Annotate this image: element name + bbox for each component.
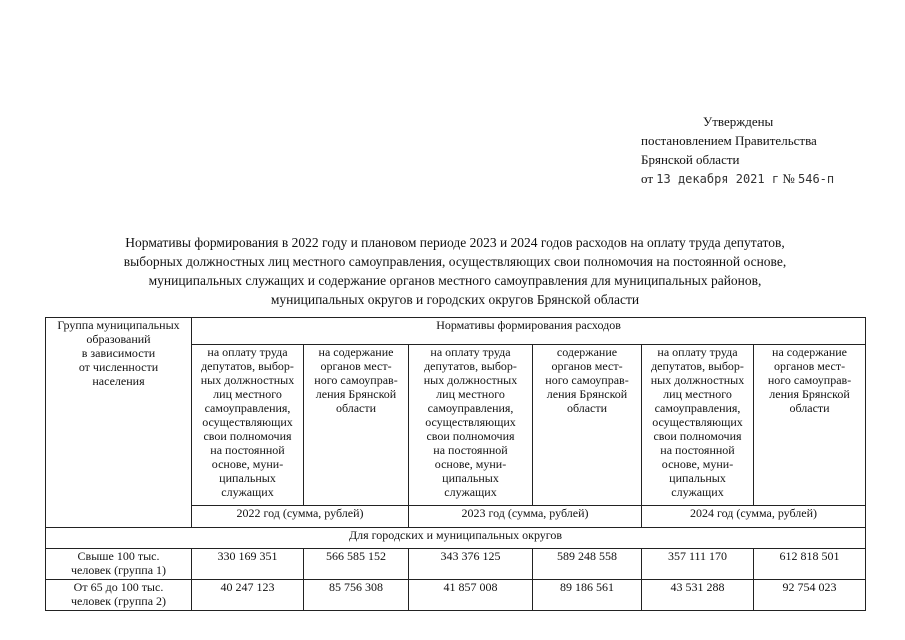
subheader-line: органов мест- bbox=[773, 359, 846, 373]
subheader-line: на содержание bbox=[772, 345, 847, 359]
row-label-line: человек (группа 2) bbox=[70, 594, 167, 608]
group-header-line: образований bbox=[86, 332, 151, 346]
subheader-line: на постоянной bbox=[433, 443, 508, 457]
subheader-maintenance-2023 bbox=[533, 345, 642, 506]
title-line-3: муниципальных служащих и содержание органов местного самоуправления для муниципальных районов, bbox=[148, 273, 762, 288]
table-row bbox=[46, 549, 866, 580]
subheader-line: служащих bbox=[221, 485, 274, 499]
subheader-maintenance-2022 bbox=[304, 345, 409, 506]
subheader-line: ного самоупрaв- bbox=[767, 373, 852, 387]
table-cell: 612 818 501 bbox=[754, 549, 866, 580]
subheader-line: осуществляющих bbox=[425, 415, 516, 429]
subheader-line: служащих bbox=[444, 485, 497, 499]
subheader-line: ления Брянской bbox=[315, 387, 397, 401]
row-label-line: человек (группа 1) bbox=[70, 563, 167, 577]
subheader-line: ного самоупрaв- bbox=[314, 373, 398, 387]
table-cell: 43 531 288 bbox=[642, 580, 754, 611]
subheader-line: органов мест- bbox=[551, 359, 623, 373]
subheader-line: основе, муни- bbox=[434, 457, 507, 471]
subheader-line: ципальных bbox=[219, 471, 276, 485]
subheader-line: на постоянной bbox=[210, 443, 285, 457]
table-cell: 330 169 351 bbox=[192, 549, 304, 580]
table-cell: 566 585 152 bbox=[304, 549, 409, 580]
approval-block bbox=[641, 112, 834, 189]
group-header-line: населения bbox=[92, 374, 145, 388]
subheader-line: осуществляющих bbox=[652, 415, 743, 429]
table-cell: 40 247 123 bbox=[192, 580, 304, 611]
approval-line-date bbox=[641, 169, 834, 189]
group-header-line: Группа муниципальных bbox=[57, 318, 180, 332]
table-cell: 343 376 125 bbox=[409, 549, 533, 580]
document-title bbox=[60, 233, 850, 309]
subheader-line: ления Брянской bbox=[769, 387, 850, 401]
approval-line-region: Брянской области bbox=[641, 152, 740, 167]
table-cell: 89 186 561 bbox=[533, 580, 642, 611]
subheader-line: на оплату труда bbox=[207, 345, 288, 359]
subheader-line: ного самоупрaв- bbox=[545, 373, 629, 387]
approval-line-resolution: постановлением Правительства bbox=[641, 133, 817, 148]
section-row: Для городских и муниципальных округов bbox=[46, 528, 866, 549]
year-header-2023: 2023 год (сумма, рублей) bbox=[409, 506, 642, 528]
subheader-line: ных должностных bbox=[650, 373, 745, 387]
subheader-line: области bbox=[789, 401, 830, 415]
subheader-line: ных должностных bbox=[423, 373, 518, 387]
subheader-labor-2023 bbox=[409, 345, 533, 506]
date-prefix: от bbox=[641, 171, 654, 186]
title-line-1: Нормативы формирования в 2022 году и плановом периоде 2023 и 2024 годов расходов на оплату труда депутатов, bbox=[125, 235, 785, 250]
date-value: 13 декабря 2021 г bbox=[656, 172, 780, 186]
group-header-cell bbox=[46, 318, 192, 528]
subheader-line: свои полномочия bbox=[653, 429, 742, 443]
subheader-line: свои полномочия bbox=[203, 429, 292, 443]
subheader-line: основе, муни- bbox=[661, 457, 734, 471]
year-header-2024: 2024 год (сумма, рублей) bbox=[642, 506, 866, 528]
subheader-line: самоуправления, bbox=[204, 401, 291, 415]
row-label bbox=[46, 580, 192, 611]
subheader-line: на оплату труда bbox=[430, 345, 511, 359]
subheader-line: депутатов, выбор- bbox=[651, 359, 744, 373]
group-header-line: в зависимости bbox=[81, 346, 156, 360]
subheader-labor-2022 bbox=[192, 345, 304, 506]
subheader-line: области bbox=[566, 401, 608, 415]
row-label-line: От 65 до 100 тыс. bbox=[73, 580, 164, 594]
subheader-line: органов мест- bbox=[320, 359, 392, 373]
approval-line-approved: Утверждены bbox=[703, 114, 774, 129]
subheader-line: депутатов, выбор- bbox=[201, 359, 294, 373]
subheader-line: содержание bbox=[556, 345, 618, 359]
title-line-4: муниципальных округов и городских округов Брянской области bbox=[270, 292, 640, 307]
subheader-line: основе, муни- bbox=[211, 457, 284, 471]
subheader-line: ципальных bbox=[669, 471, 726, 485]
subheader-line: на постоянной bbox=[660, 443, 735, 457]
table-row bbox=[46, 580, 866, 611]
subheader-labor-2024 bbox=[642, 345, 754, 506]
table-cell: 85 756 308 bbox=[304, 580, 409, 611]
table-cell: 41 857 008 bbox=[409, 580, 533, 611]
norms-table bbox=[45, 317, 866, 611]
year-header-2022: 2022 год (сумма, рублей) bbox=[192, 506, 409, 528]
subheader-line: свои полномочия bbox=[426, 429, 515, 443]
table-cell: 357 111 170 bbox=[642, 549, 754, 580]
table-cell: 92 754 023 bbox=[754, 580, 866, 611]
subheader-line: служащих bbox=[671, 485, 724, 499]
subheader-line: ципальных bbox=[442, 471, 499, 485]
group-header-line: от численности bbox=[78, 360, 159, 374]
subheader-maintenance-2024 bbox=[754, 345, 866, 506]
subheader-line: самоуправления, bbox=[427, 401, 514, 415]
number-prefix: № bbox=[782, 171, 795, 186]
subheader-line: лиц местного bbox=[436, 387, 505, 401]
title-line-2: выборных должностных лиц местного самоуправления, осуществляющих свои полномочия на постоянной основе, bbox=[123, 254, 787, 269]
subheader-line: ных должностных bbox=[200, 373, 295, 387]
row-label bbox=[46, 549, 192, 580]
subheader-line: области bbox=[335, 401, 377, 415]
subheader-line: осуществляющих bbox=[202, 415, 293, 429]
row-label-line: Свыше 100 тыс. bbox=[77, 549, 160, 563]
subheader-line: самоуправления, bbox=[654, 401, 741, 415]
table-cell: 589 248 558 bbox=[533, 549, 642, 580]
subheader-line: лиц местного bbox=[213, 387, 282, 401]
subheader-line: на содержание bbox=[318, 345, 394, 359]
subheader-line: ления Брянской bbox=[546, 387, 628, 401]
subheader-line: на оплату труда bbox=[657, 345, 738, 359]
norms-header-cell: Нормативы формирования расходов bbox=[192, 318, 866, 345]
subheader-line: лиц местного bbox=[663, 387, 732, 401]
subheader-line: депутатов, выбор- bbox=[424, 359, 517, 373]
number-value: 546-п bbox=[798, 172, 835, 186]
